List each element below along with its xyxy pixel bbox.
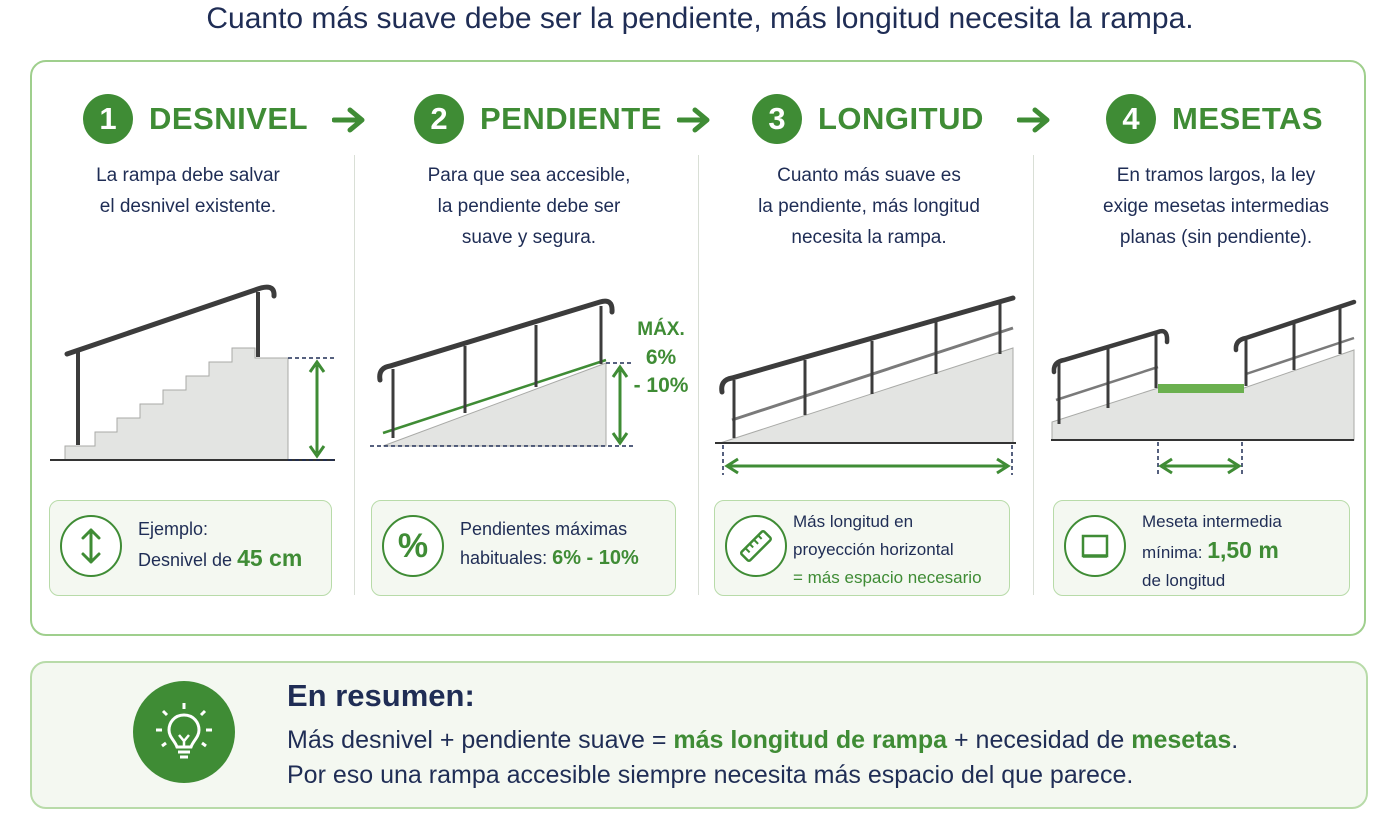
summary-highlight: más longitud de rampa: [673, 726, 948, 754]
summary-text: + necesidad de: [947, 726, 1132, 754]
step-1-header: [83, 93, 308, 145]
step-3-title: LONGITUD: [818, 101, 984, 136]
slope-label-line: - 10%: [633, 374, 689, 397]
step-2-header: [414, 93, 662, 145]
info-prefix: habituales:: [460, 548, 553, 568]
column-divider: [1033, 155, 1034, 595]
info-line: [460, 544, 639, 573]
info-line: [138, 544, 302, 575]
landing-ramp-illustration: [1046, 270, 1361, 480]
desc-line: exige mesetas intermedias: [1103, 196, 1329, 217]
step-4-info-box: [1053, 500, 1350, 596]
summary-text: Más desnivel + pendiente suave =: [287, 726, 674, 754]
stairs-illustration: [45, 270, 345, 470]
square-landing-icon: [1064, 515, 1126, 577]
step-4-title: MESETAS: [1172, 101, 1324, 136]
arrow-right-icon: [677, 105, 715, 135]
info-value: 1,50 m: [1207, 537, 1279, 563]
info-prefix: Desnivel de: [138, 550, 238, 570]
step-3-number: 3: [752, 94, 802, 144]
column-divider: [354, 155, 355, 595]
desc-line: La rampa debe salvar: [96, 165, 280, 186]
step-4-description: [1066, 160, 1366, 253]
info-value: 45 cm: [237, 545, 303, 571]
info-line: de longitud: [1142, 571, 1226, 590]
long-ramp-illustration: [710, 270, 1025, 480]
desc-line: planas (sin pendiente).: [1119, 227, 1313, 248]
up-down-arrow-icon: [60, 515, 122, 577]
step-4-number: 4: [1106, 94, 1156, 144]
step-1-title: DESNIVEL: [149, 101, 309, 136]
step-4-info-text: [1142, 508, 1282, 595]
step-1-info-text: [138, 515, 302, 575]
info-prefix: mínima:: [1142, 543, 1208, 562]
step-1-number: 1: [83, 94, 133, 144]
desc-line: En tramos largos, la ley: [1116, 165, 1316, 186]
desc-line: la pendiente, más longitud: [758, 196, 980, 217]
step-2-info-box: [371, 500, 676, 596]
desc-line: Cuanto más suave es: [777, 165, 961, 186]
step-3-description: [719, 160, 1019, 253]
column-divider: [698, 155, 699, 595]
summary-highlight: mesetas: [1131, 726, 1232, 754]
step-4-header: [1106, 93, 1323, 145]
info-line: [1142, 536, 1282, 567]
summary-title: En resumen:: [287, 678, 475, 713]
info-line: Pendientes máximas: [460, 519, 628, 539]
slope-label-line: 6%: [645, 346, 677, 369]
lightbulb-icon: [133, 681, 235, 783]
arrow-right-icon: [332, 105, 370, 135]
info-line: Meseta intermedia: [1142, 512, 1282, 531]
step-1-description: [38, 160, 338, 222]
percent-icon: %: [382, 515, 444, 577]
step-3-header: [752, 93, 984, 145]
info-line: Más longitud en: [793, 512, 914, 531]
step-2-title: PENDIENTE: [480, 101, 662, 136]
step-2-description: [379, 160, 679, 253]
step-1-info-box: [49, 500, 332, 596]
info-value: 6% - 10%: [552, 547, 639, 569]
arrow-right-icon: [1017, 105, 1055, 135]
step-2-info-text: [460, 515, 639, 573]
step-2-number: 2: [414, 94, 464, 144]
step-3-info-box: [714, 500, 1010, 596]
summary-line-1: [287, 726, 1238, 755]
info-line: = más espacio necesario: [793, 568, 982, 587]
desc-line: necesita la rampa.: [791, 227, 947, 248]
max-slope-label: [628, 316, 694, 400]
summary-line-2: Por eso una rampa accesible siempre necesita más espacio del que parece.: [287, 761, 1134, 789]
info-line: Ejemplo:: [138, 519, 209, 539]
desc-line: suave y segura.: [461, 227, 597, 248]
desc-line: el desnivel existente.: [99, 196, 277, 217]
info-line: proyección horizontal: [793, 540, 954, 559]
slope-label-line: MÁX.: [637, 319, 685, 340]
desc-line: Para que sea accesible,: [427, 165, 631, 186]
desc-line: la pendiente debe ser: [437, 196, 621, 217]
summary-text: .: [1231, 726, 1239, 754]
step-3-info-text: [793, 508, 982, 592]
page-title: Cuanto más suave debe ser la pendiente, más longitud necesita la rampa.: [206, 2, 1194, 35]
ruler-icon: [725, 515, 787, 577]
